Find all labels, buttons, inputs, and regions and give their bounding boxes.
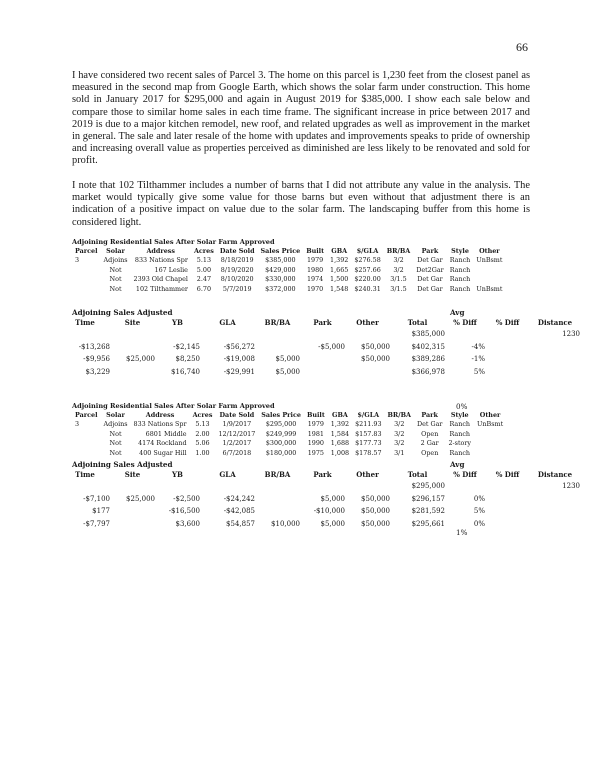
table-cell: Det Gar — [417, 284, 443, 293]
table-cell: 1,584 — [330, 429, 350, 438]
table-cell: 5% — [473, 367, 485, 376]
table-cell — [72, 449, 101, 459]
table-cell: -$13,268 — [78, 342, 110, 351]
table-cell: Ranch — [449, 265, 471, 274]
table-cell: $281,592 — [411, 507, 445, 515]
table-cell: $5,000 — [320, 494, 345, 503]
table-cell: 3/2 — [394, 420, 405, 428]
sales-table-title: Adjoining Residential Sales After Solar Farm Approved — [72, 402, 275, 410]
table-cell: $54,857 — [226, 519, 255, 528]
table-row — [60, 518, 580, 531]
column-header: Park — [421, 247, 439, 255]
table-cell — [60, 480, 110, 493]
column-header: Date Sold — [219, 247, 255, 255]
table-cell: -$42,085 — [223, 507, 255, 515]
table-cell: 3/2 — [394, 429, 405, 438]
column-header: GBA — [331, 247, 348, 255]
column-header: $/GLA — [356, 247, 379, 255]
table-cell — [530, 505, 580, 518]
table-cell: 1,665 — [330, 265, 349, 274]
table-cell: Det Gar — [417, 256, 443, 264]
column-header: Sales Price — [261, 411, 301, 419]
table-cell: $402,315 — [411, 342, 445, 351]
table-cell: 4174 Rockland — [138, 439, 187, 447]
column-header: Time — [75, 470, 95, 479]
column-header: YB — [172, 470, 183, 479]
column-header: Parcel — [75, 411, 98, 419]
table-cell: $220.00 — [354, 275, 381, 283]
table-cell: 2393 Old Chapel — [133, 275, 188, 283]
table-row — [72, 439, 506, 449]
table-cell: $295,661 — [411, 519, 445, 528]
table-cell — [72, 285, 101, 295]
table-cell — [474, 430, 506, 440]
table-cell: 1/2/2017 — [222, 439, 252, 447]
adjusted-table — [60, 470, 580, 530]
table-cell — [110, 328, 155, 341]
column-header: Distance — [537, 318, 573, 327]
sales-table-header-row — [72, 247, 505, 256]
table-cell: $8,250 — [175, 355, 200, 363]
table-cell: Not — [109, 439, 122, 447]
column-header: % Diff — [495, 318, 520, 327]
table-cell: $366,978 — [411, 367, 445, 376]
table-cell: Ranch — [449, 448, 471, 457]
sales-table — [72, 411, 506, 458]
table-cell — [485, 518, 530, 531]
table-cell — [72, 439, 101, 449]
table-cell: 833 Nations Spr — [133, 420, 187, 428]
table-cell: 3/1.5 — [390, 284, 407, 293]
table-cell: 5.13 — [195, 420, 210, 428]
column-header: Distance — [537, 470, 573, 479]
table-cell: $177.73 — [355, 439, 382, 447]
table-cell: 8/19/2020 — [220, 265, 254, 274]
table-cell — [200, 328, 255, 341]
table-cell: -$5,000 — [318, 342, 345, 351]
table-cell: $240.31 — [354, 284, 381, 293]
column-header: Address — [146, 247, 175, 255]
adjusted-table — [60, 318, 580, 378]
table-cell: 0% — [473, 494, 485, 503]
table-cell: $177 — [92, 507, 110, 515]
table-cell — [72, 430, 101, 440]
adjusted-table-title: Adjoining Sales Adjusted — [72, 308, 173, 317]
table-cell — [255, 493, 300, 506]
table-cell: 3 — [75, 420, 80, 428]
column-header: Acres — [193, 247, 214, 255]
column-header: % Diff — [453, 318, 477, 327]
table-cell: $249,999 — [265, 429, 297, 438]
adjusted-table-header-row — [60, 470, 580, 480]
table-cell: 1230 — [562, 482, 580, 490]
table-cell — [60, 328, 110, 341]
table-cell: $211.93 — [355, 420, 382, 428]
table-cell: Open — [421, 448, 439, 457]
table-cell: $5,000 — [275, 367, 300, 376]
table-row — [72, 266, 505, 276]
table-cell: -1% — [471, 355, 485, 363]
table-cell: 12/12/2017 — [218, 429, 256, 438]
table-cell: $295,000 — [411, 482, 445, 490]
table-cell: $3,600 — [175, 519, 200, 528]
table-cell: Ranch — [449, 429, 471, 438]
table-cell — [485, 341, 530, 354]
column-header: Built — [306, 247, 325, 255]
table-cell: 3/1 — [394, 448, 405, 457]
column-header: Park — [313, 318, 332, 327]
column-header: Park — [421, 411, 438, 419]
table-row — [60, 366, 580, 379]
table-cell — [255, 480, 300, 493]
table-cell: UnBsmt — [476, 256, 503, 264]
table-cell: 1,688 — [330, 439, 350, 447]
table-cell: Not — [109, 448, 122, 457]
table-cell: 1.00 — [195, 448, 210, 457]
table-cell: $429,000 — [265, 265, 296, 274]
table-cell: 3/2 — [393, 265, 404, 274]
table-cell: 102 Tilthammer — [135, 284, 188, 293]
column-header: YB — [172, 318, 183, 327]
table-cell: 1,008 — [330, 448, 350, 457]
table-cell — [474, 449, 506, 459]
table-cell: Det Gar — [417, 275, 443, 283]
adjusted-table-title: Adjoining Sales Adjusted — [72, 460, 173, 469]
table-cell: $276.58 — [354, 256, 381, 264]
table-cell: 3/2 — [393, 256, 404, 264]
column-header: Date Sold — [219, 411, 255, 419]
table-cell: $180,000 — [265, 448, 297, 457]
table-cell: 2.00 — [195, 429, 210, 438]
table-cell — [255, 341, 300, 354]
table-cell: 8/10/2020 — [220, 275, 254, 283]
table-cell — [485, 366, 530, 379]
avg-label: Avg — [450, 460, 465, 469]
table-cell: 1974 — [306, 275, 324, 283]
table-cell: -$2,145 — [173, 342, 200, 351]
table-cell: Ranch — [449, 420, 471, 428]
table-cell: 3 — [75, 256, 80, 264]
table-cell: $257.66 — [354, 265, 381, 274]
table-cell — [72, 275, 101, 285]
column-header: Other — [356, 470, 379, 479]
table-cell: 2.47 — [196, 275, 212, 283]
table-cell: 6.70 — [196, 284, 212, 293]
table-cell: $50,000 — [361, 494, 390, 503]
table-cell — [530, 366, 580, 379]
table-row — [60, 341, 580, 354]
table-cell: Ranch — [449, 284, 471, 293]
table-cell — [300, 366, 345, 379]
column-header: Sales Price — [260, 247, 301, 255]
table-cell: 5.13 — [196, 256, 212, 264]
sales-table-title: Adjoining Residential Sales After Solar Farm Approved — [72, 238, 275, 246]
column-header: Time — [75, 318, 95, 327]
column-header: BR/BA — [264, 470, 291, 479]
table-cell: $372,000 — [265, 284, 296, 293]
table-cell: 3/1.5 — [390, 275, 407, 283]
table-row — [72, 420, 506, 430]
table-cell — [345, 480, 390, 493]
table-row — [72, 285, 505, 295]
table-cell: 1979 — [307, 420, 324, 428]
table-cell: -$56,272 — [223, 342, 255, 351]
table-cell — [72, 266, 101, 276]
table-cell: 1,548 — [330, 284, 349, 293]
table-cell: -$16,500 — [168, 507, 200, 515]
avg-diff-value: 1% — [456, 528, 468, 537]
table-cell: 1/9/2017 — [222, 420, 252, 428]
adjusted-table-header-row — [60, 318, 580, 328]
table-cell: 400 Sugar Hill — [139, 448, 187, 457]
table-cell: 5% — [473, 507, 485, 515]
table-cell — [445, 328, 485, 341]
table-cell: $16,740 — [171, 367, 200, 376]
table-cell — [155, 328, 200, 341]
column-header: Address — [145, 411, 175, 419]
table-cell: $295,000 — [265, 420, 297, 428]
table-cell: 1,392 — [330, 256, 349, 264]
column-header: % Diff — [453, 470, 477, 479]
paragraph-tilthammer-note: I note that 102 Tilthammer includes a number of barns that I did not attribute any value in the analysis. The market would typically give some value for those barns but even without that adjustment there is an indication of a positive impact on value due to the solar farm. The landscaping buffer from this home is considered light. — [72, 180, 530, 228]
table-cell: -4% — [471, 342, 485, 351]
table-cell — [530, 353, 580, 366]
table-cell: $5,000 — [275, 355, 300, 363]
table-cell: 1,500 — [330, 275, 349, 283]
table-cell: $300,000 — [265, 439, 297, 447]
table-cell — [473, 266, 505, 276]
table-cell: 5.00 — [196, 265, 212, 274]
table-cell — [473, 275, 505, 285]
table-cell: UnBsmt — [476, 284, 503, 293]
table-cell: Adjoins — [103, 256, 128, 264]
table-cell — [485, 480, 530, 493]
table-cell: $25,000 — [126, 494, 155, 503]
avg-diff-value: 0% — [456, 402, 468, 411]
column-header: Site — [124, 318, 141, 327]
table-cell — [255, 505, 300, 518]
table-cell: -$7,100 — [83, 494, 110, 503]
table-cell: 2 Gar — [420, 439, 439, 447]
table-cell: Det Gar — [416, 420, 443, 428]
column-header: Solar — [106, 247, 125, 255]
table-cell: Not — [109, 265, 122, 274]
paragraph-parcel-3-sales: I have considered two recent sales of Parcel 3. The home on this parcel is 1,230 feet from the closest panel as measured in the second map from Google Earth, which shows the solar farm under construction. This home sold in January 2017 for $295,000 and again in August 2019 for $385,000. I show each sale below and compare those to similar home sales in each time frame. The significant increase in price between 2017 and 2019 is due to a major kitchen remodel, new roof, and related upgrades as well as improvement in the market in general. The sale and later resale of the home with updates and improvements speaks to pride of ownership and increasing overall value as properties perceived as diminished are less likely to be renovated and sold for profit. — [72, 70, 530, 167]
table-cell: -$10,000 — [313, 507, 345, 515]
table-cell: $5,000 — [320, 519, 345, 528]
table-cell — [155, 480, 200, 493]
column-header: GLA — [219, 318, 236, 327]
column-header: Other — [479, 411, 501, 419]
table-cell: 6801 Middle — [145, 429, 187, 438]
table-row — [72, 275, 505, 285]
table-cell: $25,000 — [126, 355, 155, 363]
table-cell: $50,000 — [361, 355, 390, 363]
column-header: Style — [450, 411, 469, 419]
column-header: BR/BA — [264, 318, 291, 327]
column-header: GBA — [332, 411, 348, 419]
table-cell: $50,000 — [361, 342, 390, 351]
table-cell: 1990 — [307, 439, 324, 447]
table-cell — [110, 518, 155, 531]
table-cell — [530, 493, 580, 506]
table-cell: 1981 — [307, 429, 324, 438]
table-row — [60, 353, 580, 366]
table-cell — [110, 505, 155, 518]
table-cell: UnBsmt — [477, 420, 504, 428]
table-cell: $296,157 — [411, 494, 445, 503]
table-row — [60, 480, 580, 493]
table-cell — [110, 366, 155, 379]
table-cell: $178.57 — [355, 448, 382, 457]
table-cell: 3/2 — [394, 439, 405, 447]
column-header: Style — [451, 247, 469, 255]
table-cell — [530, 518, 580, 531]
column-header: % Diff — [495, 470, 520, 479]
table-row — [72, 449, 506, 459]
table-cell — [110, 480, 155, 493]
table-cell: Not — [109, 284, 122, 293]
column-header: Acres — [192, 411, 213, 419]
table-cell: -$2,500 — [173, 494, 200, 503]
table-cell — [300, 328, 345, 341]
table-cell: Ranch — [449, 275, 471, 283]
table-cell: 167 Leslie — [154, 265, 188, 274]
table-cell: 6/7/2018 — [222, 448, 252, 457]
column-header: Built — [306, 411, 325, 419]
table-cell: -$29,991 — [223, 367, 255, 376]
table-cell — [474, 439, 506, 449]
column-header: Other — [479, 247, 500, 255]
table-cell: $385,000 — [411, 330, 445, 338]
table-cell: 1,392 — [330, 420, 350, 428]
table-cell: Det2Gar — [416, 265, 444, 274]
table-cell: 0% — [473, 519, 485, 528]
column-header: Park — [313, 470, 332, 479]
table-cell: 1979 — [306, 256, 324, 264]
page-number: 66 — [516, 40, 528, 54]
column-header: Total — [407, 470, 428, 479]
table-row — [60, 328, 580, 341]
table-cell — [300, 480, 345, 493]
avg-label: Avg — [450, 308, 465, 317]
table-cell — [485, 328, 530, 341]
table-cell — [345, 366, 390, 379]
table-cell: 1980 — [306, 265, 324, 274]
table-cell: 1970 — [306, 284, 324, 293]
table-cell: $157.83 — [355, 429, 382, 438]
column-header: Other — [356, 318, 379, 327]
table-row — [60, 493, 580, 506]
table-cell: $3,229 — [85, 367, 110, 376]
table-cell — [255, 328, 300, 341]
table-cell: $389,286 — [411, 355, 445, 363]
column-header: $/GLA — [357, 411, 380, 419]
table-cell: $50,000 — [361, 519, 390, 528]
table-cell: -$24,242 — [223, 494, 255, 503]
table-cell: Not — [109, 429, 122, 438]
table-cell: 5.06 — [195, 439, 210, 447]
table-cell — [485, 353, 530, 366]
table-cell: Not — [109, 275, 122, 283]
table-cell — [110, 341, 155, 354]
table-cell — [200, 480, 255, 493]
table-cell: $330,000 — [265, 275, 296, 283]
table-cell: $50,000 — [361, 507, 390, 515]
table-cell: Adjoins — [103, 420, 128, 428]
table-cell: 1975 — [307, 448, 324, 457]
table-cell: 1230 — [562, 330, 580, 338]
sales-table-header-row — [72, 411, 506, 420]
table-row — [72, 256, 505, 266]
table-cell — [345, 328, 390, 341]
column-header: BR/BA — [386, 247, 411, 255]
table-row — [60, 505, 580, 518]
column-header: GLA — [219, 470, 236, 479]
table-cell: 833 Nations Spr — [134, 256, 188, 264]
table-cell: -$7,797 — [83, 519, 110, 528]
table-cell: Open — [421, 429, 439, 438]
column-header: Total — [407, 318, 428, 327]
column-header: Site — [124, 470, 141, 479]
column-header: Parcel — [75, 247, 98, 255]
table-cell — [445, 480, 485, 493]
table-cell — [485, 505, 530, 518]
table-cell: 8/18/2019 — [220, 256, 254, 264]
table-cell — [485, 493, 530, 506]
sales-table — [72, 247, 505, 294]
table-cell — [530, 341, 580, 354]
table-cell — [300, 353, 345, 366]
table-cell: Ranch — [449, 256, 471, 264]
table-cell: -$9,956 — [83, 355, 110, 363]
table-cell: 5/7/2019 — [222, 284, 252, 293]
table-row — [72, 430, 506, 440]
table-cell: -$19,008 — [223, 355, 255, 363]
table-cell: 2-story — [448, 439, 472, 447]
column-header: Solar — [106, 411, 125, 419]
table-cell: $10,000 — [271, 519, 300, 528]
column-header: BR/BA — [387, 411, 411, 419]
table-cell: $385,000 — [265, 256, 296, 264]
